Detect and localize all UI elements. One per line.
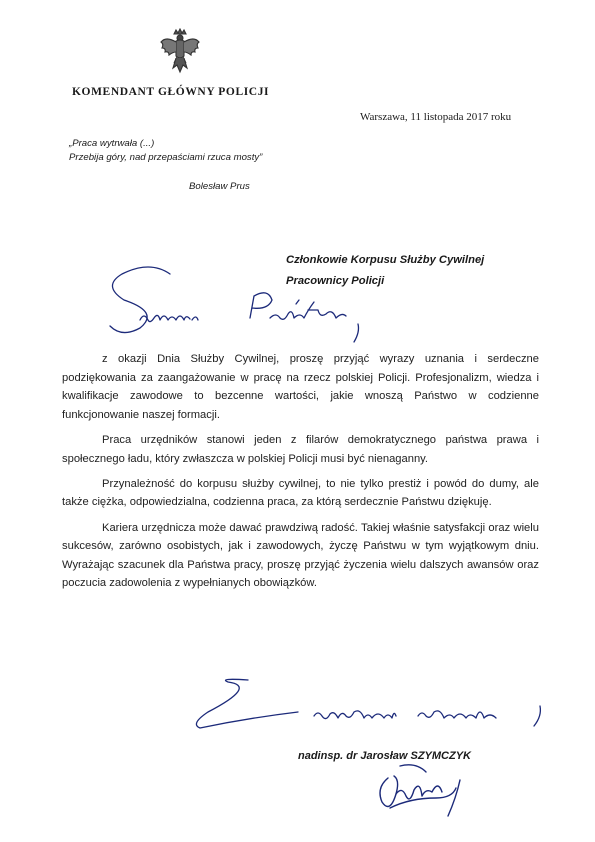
date-line: Warszawa, 11 listopada 2017 roku (360, 111, 512, 123)
body-paragraph-4: Kariera urzędnicza może dawać prawdziwą radość. Takiej właśnie satysfakcji oraz wielu sukcesów, zarówno osobistych, jak i zawodowych, życzę Państwu w tym wyjątkowym dniu. Wyrażając szacunek dla Państwa pracy, proszę przyjąć życzenia wielu dalszych awansów oraz poczucia zadowolenia z wypełnianych obowiązków. (62, 521, 539, 590)
epigraph-line-2: Przebija góry, nad przepaściami rzuca mosty” (69, 152, 263, 163)
handwritten-closing (188, 672, 558, 742)
body-paragraph-1: z okazji Dnia Służby Cywilnej, proszę przyjąć wyrazy uznania i serdeczne podziękowania za zaangażowanie w pracę na rzecz polskiej Policji. Profesjonalizm, wiedza i kwalifikacje zawodowe to bezcenne wartości, jakie wnoszą Państwo w codzienne funkcjonowanie naszej formacji. (62, 353, 539, 421)
body-paragraph-2: Praca urzędników stanowi jeden z filarów demokratycznego państwa prawa i społecznego ładu, który zwłaszcza w polskiej Policji musi być nienaganny. (62, 433, 539, 465)
handwritten-salutation (100, 262, 390, 352)
epigraph-line-1: „Praca wytrwała (...) (69, 138, 155, 149)
signature-image (366, 758, 476, 830)
addressee-line-1: Członkowie Korpusu Służby Cywilnej (286, 254, 485, 266)
epigraph-author: Bolesław Prus (189, 181, 250, 192)
signatory-name: nadinsp. dr Jarosław SZYMCZYK (298, 750, 471, 762)
epigraph-quote (69, 137, 262, 165)
polish-eagle-icon (158, 28, 202, 78)
addressee-line-2: Pracownicy Policji (286, 275, 385, 287)
body-paragraph-3: Przynależność do korpusu służby cywilnej, to nie tylko prestiż i powód do dumy, ale także ciężka, odpowiedzialna, codzienna praca, za którą serdecznie Państwu dziękuję. (62, 477, 539, 509)
letter-body (62, 350, 539, 600)
institution-name: KOMENDANT GŁÓWNY POLICJI (72, 86, 270, 98)
